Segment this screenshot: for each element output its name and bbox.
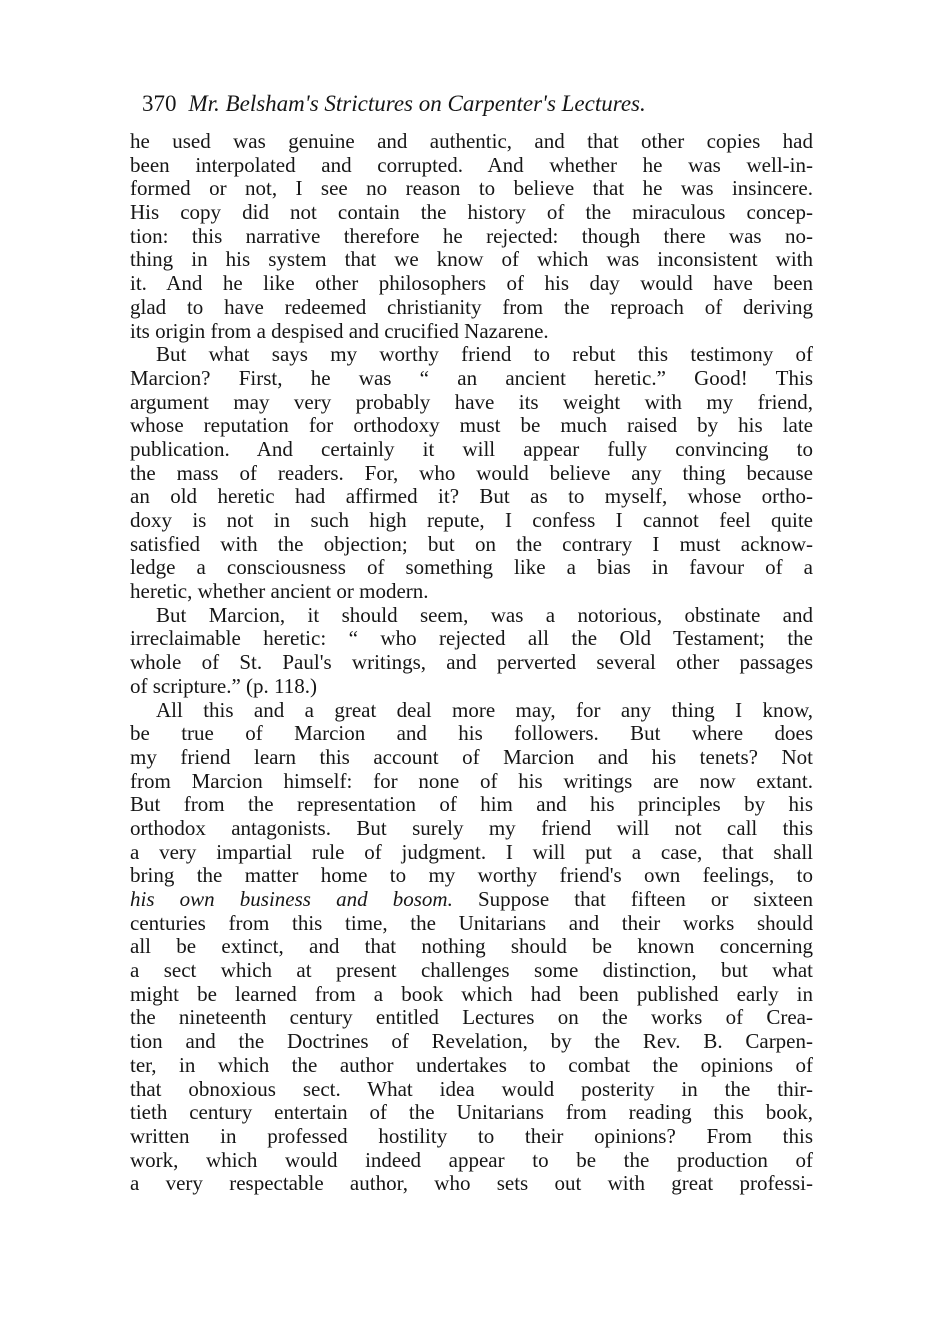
text-line: that obnoxious sect. What idea would posterity in the thir-: [130, 1076, 813, 1101]
text-line: tion and the Doctrines of Revelation, by the Rev. B. Carpen-: [130, 1029, 813, 1054]
text-line: But Marcion, it should seem, was a notorious, obstinate and: [156, 602, 813, 627]
text-line: But what says my worthy friend to rebut this testimony of: [156, 342, 813, 367]
text-run: Suppose that fifteen or sixteen: [452, 887, 813, 911]
text-line: tion: this narrative therefore he rejected: though there was no-: [130, 223, 813, 248]
text-line: Marcion? First, he was “ an ancient heretic.” Good! This: [130, 365, 813, 390]
paragraph: [130, 130, 813, 343]
text-line: all be extinct, and that nothing should be known concerning: [130, 934, 813, 959]
text-line: been interpolated and corrupted. And whether he was well-in-: [130, 152, 813, 177]
text-line: satisfied with the objection; but on the contrary I must acknow-: [130, 531, 813, 556]
text-line: he used was genuine and authentic, and that other copies had: [130, 129, 813, 153]
text-line: the mass of readers. For, who would believe any thing because: [130, 460, 813, 485]
running-title: Mr. Belsham's Strictures on Carpenter's Lectures.: [188, 91, 646, 116]
running-head: [142, 90, 782, 118]
paragraph: [130, 343, 813, 604]
text-line-mixed: [130, 888, 813, 912]
text-line: ter, in which the author undertakes to combat the opinions of: [130, 1052, 813, 1077]
text-line: doxy is not in such high repute, I confess I cannot feel quite: [130, 508, 813, 532]
text-line: a very respectable author, who sets out with great professi-: [130, 1171, 813, 1196]
text-line: from Marcion himself: for none of his writings are now extant.: [130, 768, 813, 793]
text-line: centuries from this time, the Unitarians and their works should: [130, 910, 813, 935]
paragraph: [130, 699, 813, 1196]
text-line: orthodox antagonists. But surely my friend will not call this: [130, 815, 813, 840]
page-number: 370: [142, 91, 177, 116]
text-line: publication. And certainly it will appear fully convincing to: [130, 436, 813, 461]
text-line: of scripture.” (p. 118.): [130, 673, 317, 698]
body-text: [130, 130, 813, 1196]
text-line: whole of St. Paul's writings, and perverted several other passages: [130, 650, 813, 675]
text-line: tieth century entertain of the Unitarians from reading this book,: [130, 1100, 813, 1125]
text-line: might be learned from a book which had been published early in: [130, 981, 813, 1006]
text-line: ledge a consciousness of something like a bias in favour of a: [130, 555, 813, 580]
text-line: work, which would indeed appear to be the production of: [130, 1147, 813, 1172]
text-line: But from the representation of him and his principles by his: [130, 792, 813, 817]
text-line: written in professed hostility to their opinions? From this: [130, 1123, 813, 1148]
text-line: an old heretic had affirmed it? But as to myself, whose ortho-: [130, 484, 813, 509]
text-line: its origin from a despised and crucified Nazarene.: [130, 318, 549, 343]
italic-phrase: his own business and bosom.: [130, 887, 453, 911]
paragraph: [130, 604, 813, 699]
text-line: the nineteenth century entitled Lectures on the works of Crea-: [130, 1005, 813, 1030]
text-line: bring the matter home to my worthy friend's own feelings, to: [130, 863, 813, 888]
text-line: whose reputation for orthodoxy must be much raised by his late: [130, 413, 813, 438]
text-line: heretic, whether ancient or modern.: [130, 579, 429, 604]
text-line: argument may very probably have its weight with my friend,: [130, 389, 813, 414]
text-line: be true of Marcion and his followers. But where does: [130, 721, 813, 746]
text-line: His copy did not contain the history of the miraculous concep-: [130, 200, 813, 225]
text-line: All this and a great deal more may, for any thing I know,: [156, 697, 813, 722]
text-line: thing in his system that we know of which was inconsistent with: [130, 247, 813, 272]
text-line: irreclaimable heretic: “ who rejected all the Old Testament; the: [130, 626, 813, 651]
text-line: a very impartial rule of judgment. I will put a case, that shall: [130, 839, 813, 864]
text-line: my friend learn this account of Marcion and his tenets? Not: [130, 744, 813, 769]
text-line: it. And he like other philosophers of his day would have been: [130, 271, 813, 296]
text-line: glad to have redeemed christianity from the reproach of deriving: [130, 294, 813, 319]
text-line: a sect which at present challenges some distinction, but what: [130, 958, 813, 983]
text-line: formed or not, I see no reason to believe that he was insincere.: [130, 176, 813, 201]
